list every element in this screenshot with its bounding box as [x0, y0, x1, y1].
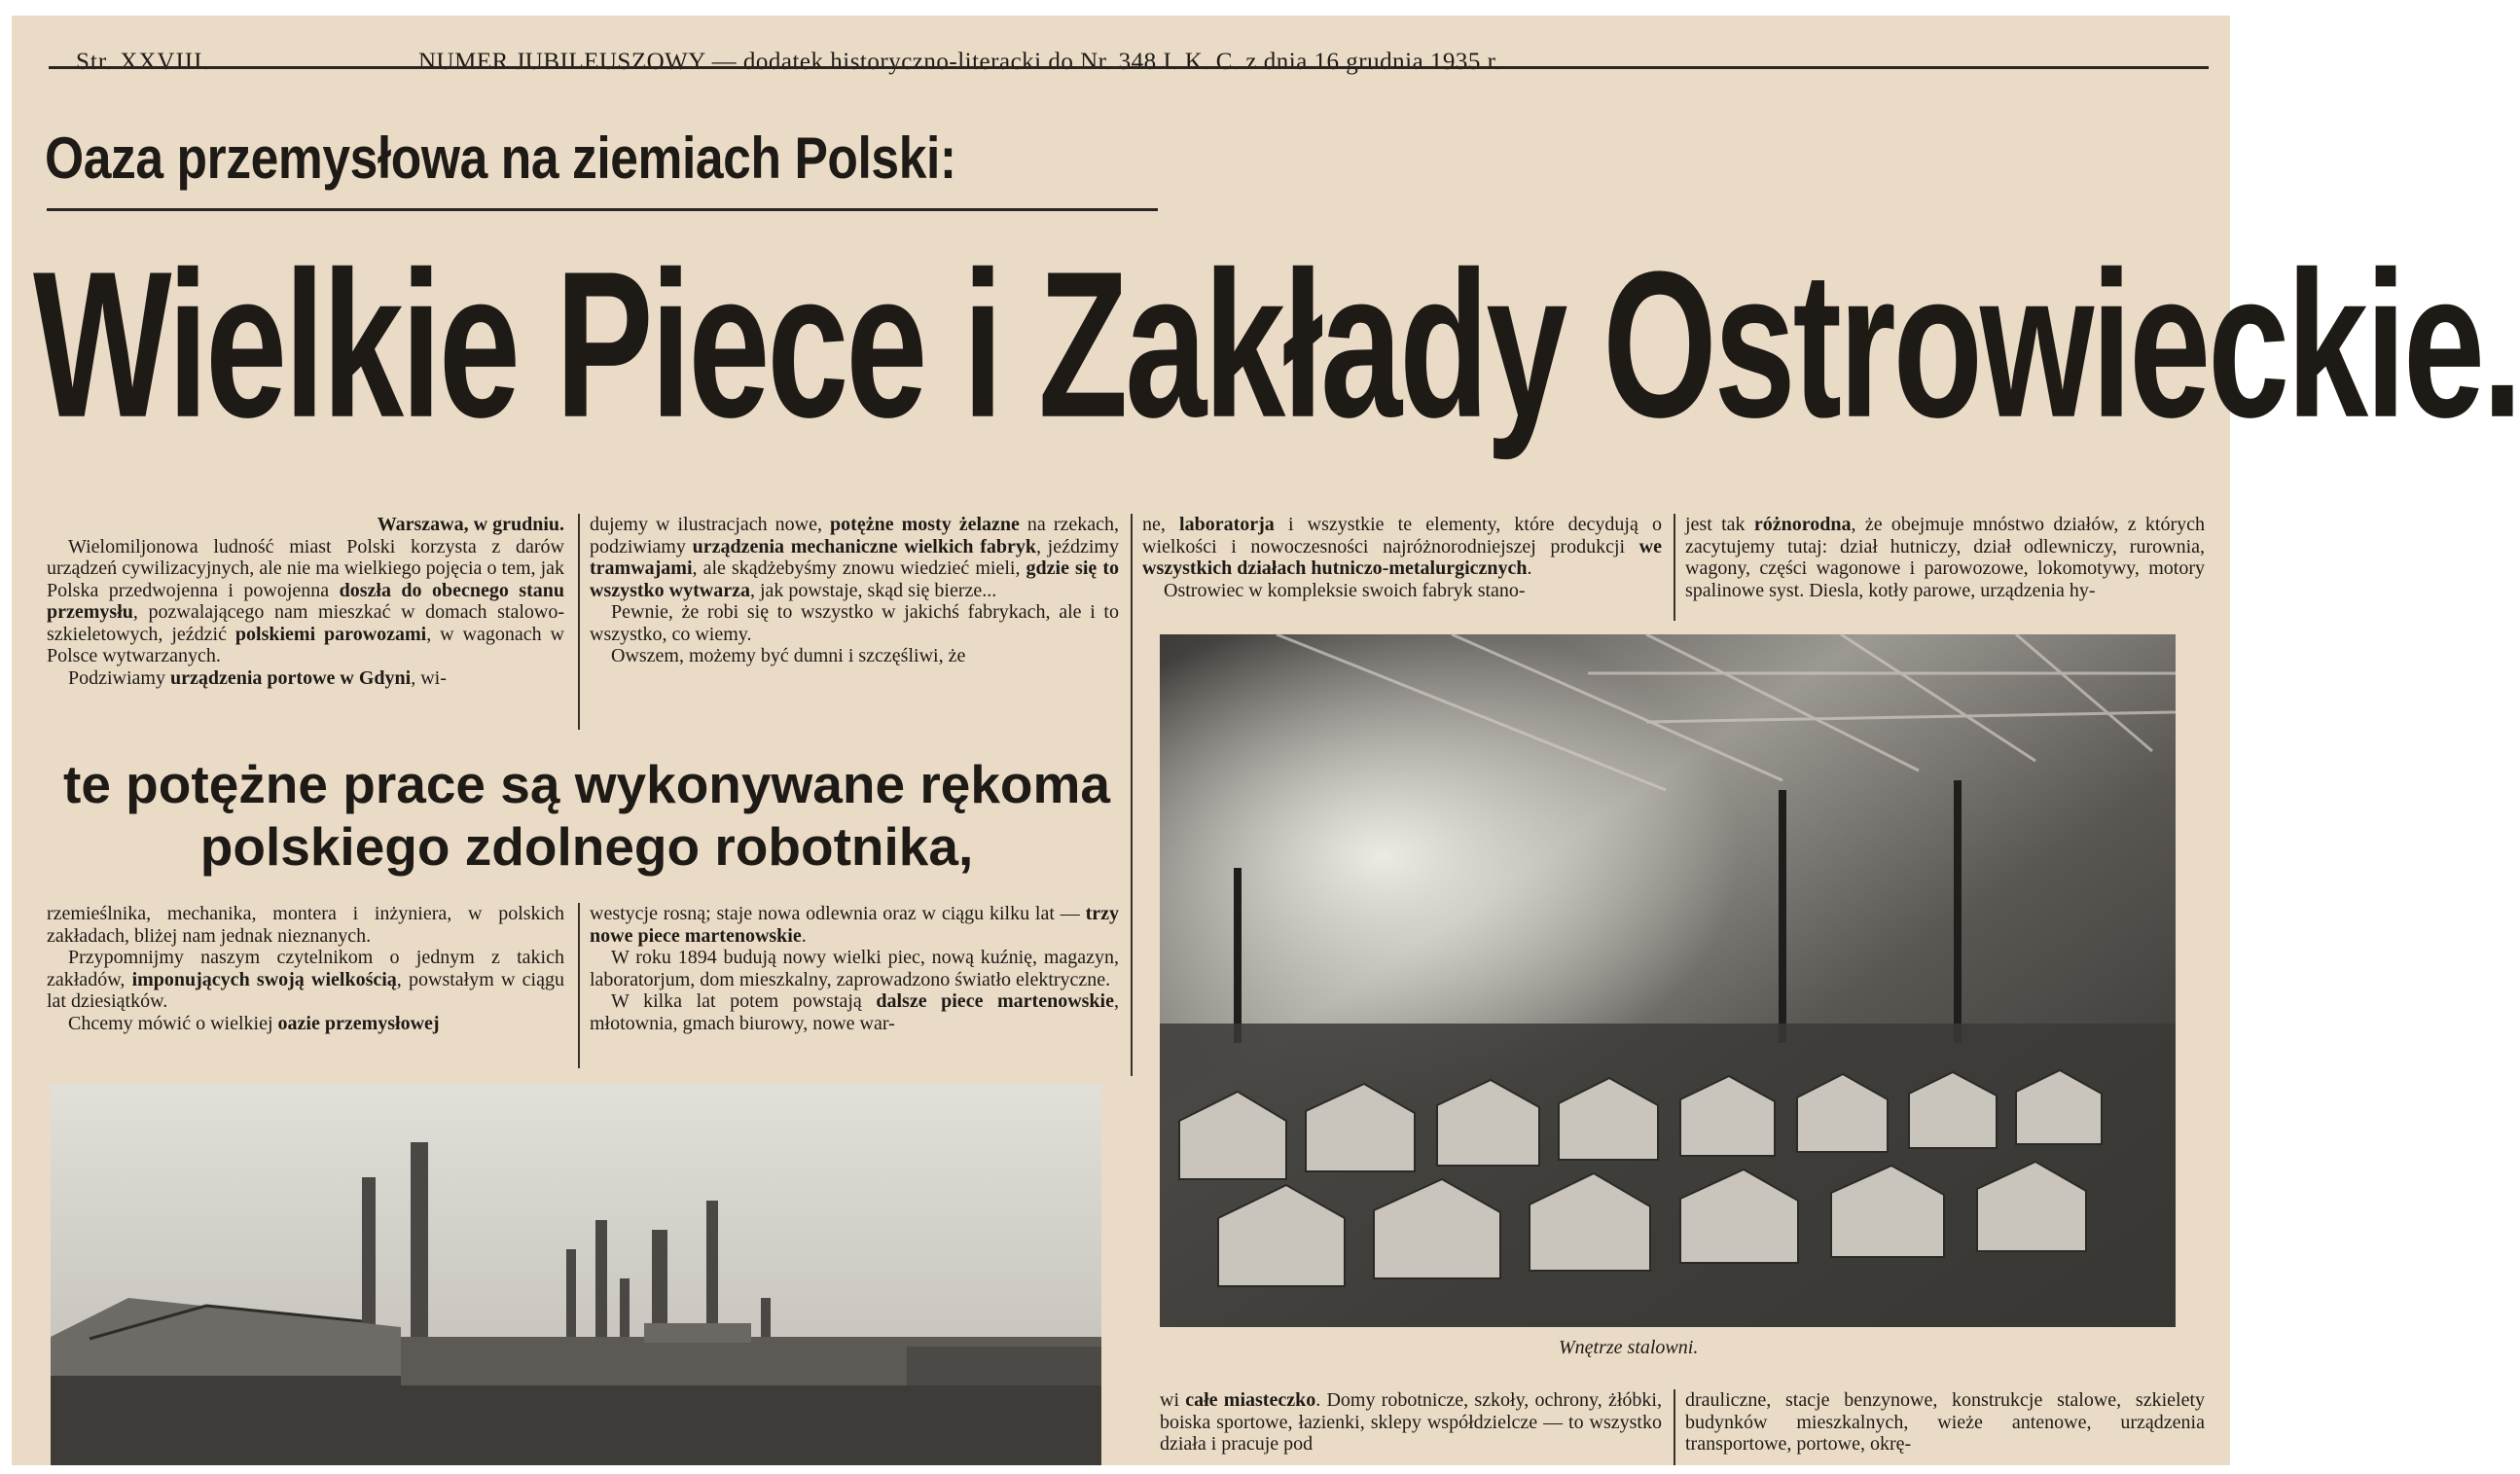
column-rule	[1674, 514, 1675, 621]
kicker-title: Oaza przemysłowa na ziemiach Polski:	[45, 126, 956, 191]
column-3-upper	[1142, 514, 1662, 601]
paragraph: W kilka lat potem powstają dalsze piece martenowskie, młotownia, gmach biurowy, nowe war-	[590, 990, 1119, 1034]
paragraph: Wielomiljonowa ludność miast Polski korzysta z darów urządzeń cywilizacyjnych, ale nie ma wielkiego pojęcia o tem, jak Polska przedwojenna i powojenna doszła do obecnego stanu przemysłu, pozwalającego nam mieszkać w domach stalowo-szkieletowych, jeździć polskiemi parowozami, w wagonach w Polsce wytwarzanych.	[47, 535, 565, 666]
column-rule	[578, 903, 580, 1068]
subheadline: te potężne prace są wykonywane rękoma polskiego zdolnego robotnika,	[63, 754, 1110, 877]
column-2-lower	[590, 903, 1119, 1034]
column-1-lower	[47, 903, 564, 1034]
column-rule	[1674, 1389, 1675, 1465]
column-1-upper	[47, 514, 564, 689]
paragraph: W roku 1894 budują nowy wielki piec, nową kuźnię, magazyn, laboratorjum, dom mieszkalny, zaprowadzono światło elektryczne.	[590, 947, 1119, 990]
dateline: Warszawa, w grudniu.	[377, 514, 564, 535]
paragraph: Pewnie, że robi się to wszystko w jakichś fabrykach, ale i to wszystko, co wiemy.	[590, 601, 1119, 645]
paragraph: Przypomnijmy naszym czytelnikom o jednym z takich zakładów, imponujących swoją wielkością, powstałym w ciągu lat dziesiątków.	[47, 947, 564, 1012]
page-number: Str. XXVIII.	[76, 49, 210, 75]
issue-info: NUMER JUBILEUSZOWY — dodatek historyczno-literacki do Nr. 348 I. K. C. z dnia 16 grudnia 1935 r.	[418, 49, 1501, 75]
paragraph: ne, laboratorja i wszystkie te elementy, które decydują o wielkości i nowoczesności najróżnorodniejszej produkcji we wszystkich działach hutniczo-metalurgicznych.	[1142, 514, 1662, 579]
column-4-upper	[1685, 514, 2205, 601]
kicker-rule	[47, 208, 1158, 211]
main-headline: Wielkie Piece i Zakłady Ostrowieckie.	[33, 229, 2520, 461]
paragraph: wi całe miasteczko. Domy robotnicze, szkoły, ochrony, żłóbki, boiska sportowe, łazienki, sklepy współdzielcze — to wszystko działa i pracuje pod	[1160, 1389, 1662, 1455]
paragraph: westycje rosną; staje nowa odlewnia oraz w ciągu kilku lat — trzy nowe piece martenowskie.	[590, 903, 1119, 947]
steelworks-interior-photo	[1160, 634, 2176, 1327]
header-rule	[49, 66, 2209, 69]
paragraph: dujemy w ilustracjach nowe, potężne mosty żelazne na rzekach, podziwiamy urządzenia mechaniczne wielkich fabryk, jeździmy tramwajami, ale skądżebyśmy znowu wiedzieć mieli, gdzie się to wszystko wytwarza, jak powstaje, skąd się bierze...	[590, 514, 1119, 601]
paragraph: drauliczne, stacje benzynowe, konstrukcje stalowe, szkielety budynków mieszkalnych, wieże antenowe, urządzenia transportowe, portowe, okrę-	[1685, 1389, 2205, 1455]
column-rule	[578, 514, 580, 730]
column-2-upper	[590, 514, 1119, 667]
paragraph: jest tak różnorodna, że obejmuje mnóstwo działów, z których zacytujemy tutaj: dział hutniczy, dział odlewniczy, rurownia, wagony, części wagonowe i parowozowe, lokomotywy, motory spalinowe syst. Diesla, kotły parowe, urządzenia hy-	[1685, 514, 2205, 601]
photo-caption: Wnętrze stalowni.	[1559, 1337, 1699, 1358]
newspaper-page	[12, 16, 2520, 1465]
paragraph: Podziwiamy urządzenia portowe w Gdyni, wi-	[68, 666, 447, 689]
steelworks-interior-image	[1160, 634, 2176, 1327]
paragraph: rzemieślnika, mechanika, montera i inżyniera, w polskich zakładach, bliżej nam jednak nieznanych.	[47, 903, 564, 947]
column-3-lower	[1160, 1389, 1662, 1456]
paragraph: Ostrowiec w kompleksie swoich fabryk stano-	[1164, 579, 1526, 601]
column-4-lower	[1685, 1389, 2205, 1456]
factory-exterior-image	[51, 1084, 1101, 1465]
column-rule	[1131, 514, 1133, 1076]
paragraph: Chcemy mówić o wielkiej oazie przemysłowej	[68, 1012, 440, 1034]
factory-exterior-photo	[51, 1084, 1101, 1465]
paragraph: Owszem, możemy być dumni i szczęśliwi, że	[611, 645, 966, 666]
